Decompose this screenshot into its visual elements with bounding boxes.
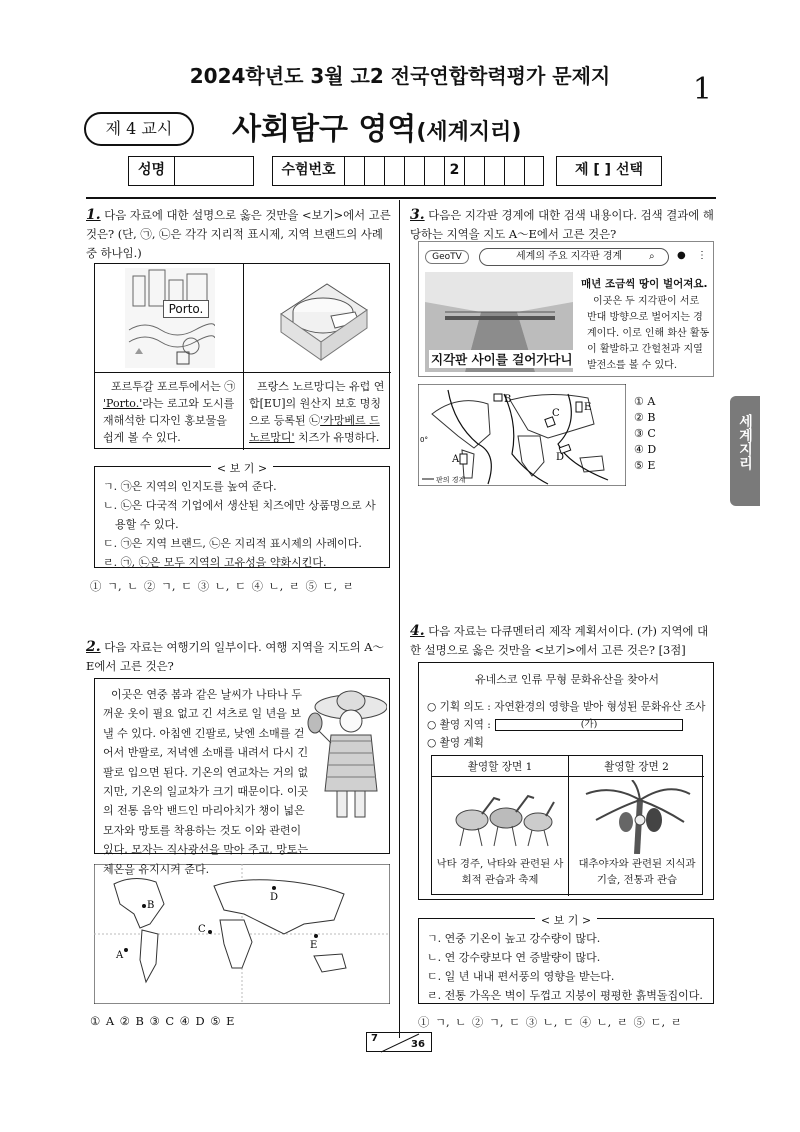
exam-digit-cell[interactable] [345,157,365,185]
q3-plate-map [418,384,626,486]
q2-stem-text: 다음 자료는 여행기의 일부이다. 여행 지역을 지도의 A～E에서 고른 것은? [86,640,384,673]
exam-digit-cell[interactable] [465,157,485,185]
q4-plan-intent: ○ 기획 의도 : 자연환경의 영향을 받아 형성된 문화유산 조사 [427,701,706,713]
q4-bogi-item: ㄴ. 연 강수량보다 연 증발량이 많다. [427,951,601,964]
column-divider [399,200,400,1038]
q2-number: 2. [86,639,101,655]
search-input[interactable]: 세계의 주요 지각판 경계 [479,248,669,266]
q4-bogi-item: ㄱ. 연중 기온이 높고 강수량이 많다. [427,932,601,945]
q3-choices [634,394,656,474]
camembert-cheese-image [271,270,371,366]
side-tab-label: 세계지리 [737,414,753,470]
q1-source-table [94,263,390,449]
q2-map-label-e: E [310,940,318,951]
exam-digit-cell[interactable] [385,157,405,185]
q3-map-equator-label: 0° [420,436,428,444]
exam-number-label: 수험번호 [273,157,345,185]
q1-bogi-box [94,462,390,569]
current-page: 7 [371,1033,378,1044]
q4-bogi-box [418,914,714,1004]
total-pages: 36 [411,1039,425,1050]
porto-caption-2: 라는 로고와 도시를 재해석한 디자인 홍보물을 쉽게 볼 수 있다. [103,397,235,444]
header-divider [86,197,716,199]
period-badge: 제 4 교시 [84,112,194,146]
subject-paren: (세계지리) [416,120,522,145]
normandy-caption [249,378,385,446]
normandy-caption-1: 프랑스 노르망디는 유럽 연합[EU]의 원산지 보호 명칭으로 등록된 ㉡ [249,380,385,427]
q1-bogi-item: ㄴ. ㉡은 다국적 기업에서 생산된 치즈에만 상품명으로 사용할 수 있다. [103,499,376,531]
microphone-icon[interactable]: ● [677,250,686,261]
porto-caption-1: 포르투갈 포르투에서는 ㉠ [111,380,236,393]
q3-map-label-a: A [452,454,460,465]
q4-stem [410,622,716,660]
q4-shoot-region-box: (가) [495,719,683,731]
q1-number: 1. [86,207,101,223]
page-number: 1 [692,72,712,107]
exam-number-box [272,156,544,186]
exam-title: 2024학년도 3월 고2 전국연합학력평가 문제지 [189,64,611,88]
normandy-caption-underline: '카망베르 드 노르망디' [249,414,380,444]
q4-choices[interactable]: ① ㄱ, ㄴ ② ㄱ, ㄷ ③ ㄴ, ㄷ ④ ㄴ, ㄹ ⑤ ㄷ, ㄹ [418,1015,682,1029]
subject-side-tab [730,396,760,506]
scene1-header: 촬영할 장면 1 [467,761,533,773]
q4-shoot-plan: ○ 촬영 계획 [427,737,484,749]
q3-number: 3. [410,207,425,223]
scene2-caption: 대추야자와 관련된 지식과 기술, 전통과 관습 [578,858,696,886]
q4-bogi-item: ㄷ. 일 년 내내 편서풍의 영향을 받는다. [427,970,615,983]
q1-bogi-item: ㄷ. ㉠은 지역 브랜드, ㉡은 지리적 표시제의 사례이다. [103,537,362,550]
q3-choice-5[interactable]: ⑤ E [634,459,656,472]
date-palm-image [582,780,692,854]
q1-stem [86,206,392,263]
scene2-header: 촬영할 장면 2 [604,761,669,773]
q2-map-label-d: D [270,892,279,903]
q4-shoot-region-label: ○ 촬영 지역 : [427,719,491,731]
q1-bogi-title-text: < 보 기 > [211,462,273,475]
porto-caption [103,378,237,446]
q4-doc-title: 유네스코 인류 무형 문화유산을 찾아서 [474,673,659,686]
q3-map-label-d: D [556,452,565,463]
exam-digit-cell: 2 [445,157,465,185]
q3-choice-3[interactable]: ③ C [634,427,656,440]
result-body: 이곳은 두 지각판이 서로 반대 방향으로 벌어지는 경계이다. 이로 인해 화산 활동이 활발하고 간헐천과 지열 발전소를 볼 수 있다. [587,296,710,371]
camel-race-image [442,780,558,852]
q2-map-label-b: B [147,900,155,911]
porto-logo-text: Porto. [163,300,209,318]
subject-title [232,104,521,148]
q4-stem-text: 다음 자료는 다큐멘터리 제작 계획서이다. (가) 지역에 대한 설명으로 옳은 것만을 <보기>에서 고른 것은? [3점] [410,624,709,657]
q3-stem-text: 다음은 지각판 경계에 대한 검색 내용이다. 검색 결과에 해당하는 지역을 지도 A～E에서 고른 것은? [410,208,714,241]
q3-map-legend: 판의 경계 [436,476,466,484]
porto-promo-image [125,268,215,368]
q4-bogi-item: ㄹ. 전통 가옥은 벽이 두껍고 지붕이 평평한 흙벽돌집이다. [427,989,703,1002]
exam-digit-cell[interactable] [525,157,543,185]
mariachi-illustration [307,685,387,821]
q1-table-divider [243,264,244,450]
scene1-caption: 낙타 경주, 낙타와 관련된 사회적 관습과 축제 [436,858,564,886]
exam-digit-cell[interactable] [425,157,445,185]
more-icon[interactable]: ⋮ [697,250,707,261]
exam-digit-cell[interactable] [365,157,385,185]
choice-label: 제 [ ] 선택 [575,162,643,178]
q3-choice-2[interactable]: ② B [634,411,656,424]
q1-choices[interactable]: ① ㄱ, ㄴ ② ㄱ, ㄷ ③ ㄴ, ㄷ ④ ㄴ, ㄹ ⑤ ㄷ, ㄹ [90,579,354,593]
q1-table-row-divider [95,372,391,373]
q3-map-label-c: C [552,408,560,419]
q2-passage-box [94,678,390,876]
q4-bogi-title [419,911,713,930]
name-box [128,156,254,186]
name-field[interactable] [175,157,253,185]
q3-choice-4[interactable]: ④ D [634,443,657,456]
q3-stem [410,206,716,244]
q4-plan-document [418,662,714,900]
q3-map-label-e: E [584,402,592,413]
q3-search-panel [418,241,714,377]
video-caption: 지각판 사이를 걸어가다니 [431,352,573,367]
q2-map-label-c: C [198,924,206,935]
q1-stem-text: 다음 자료에 대한 설명으로 옳은 것만을 <보기>에서 고른 것은? (단, ㉠, ㉡은 각각 지리적 표시제, 지역 브랜드의 사례 중 하나임.) [86,208,391,260]
q2-map-label-a: A [116,950,124,961]
q3-map-label-b: B [504,394,512,405]
q4-number: 4. [410,623,425,639]
exam-digit-cell[interactable] [505,157,525,185]
subject-main: 사회탐구 영역 [232,112,417,147]
q1-bogi-item: ㄱ. ㉠은 지역의 인지도를 높여 준다. [103,480,277,493]
q2-passage-text: 이곳은 연중 봄과 같은 날씨가 나타나 두꺼운 옷이 필요 없고 긴 셔츠로 일 년을 보낼 수 있다. 아침엔 긴팔로, 낮엔 소매를 걷어서 반팔로, 저녁엔 소매를 내려서 다시 긴팔로 입으면 된다. 기온의 연교차는 거의 없지만, 기온의 일교차가 크기 때문이다. 이곳의 전통 음악 밴드인 마리아치가 챙이 넓은 모자와 망토를 착용하는 것도 이와 관련이 있다. 모자는 직사광선을 막아 주고, 망토는 체온을 유지시켜 준다. [103,688,309,876]
q2-choices[interactable]: ① A ② B ③ C ④ D ⑤ E [90,1014,235,1028]
q4-bogi-title-text: < 보 기 > [535,914,597,927]
choice-box [556,156,662,186]
normandy-caption-2: 치즈가 유명하다. [294,431,380,444]
porto-caption-underline: 'Porto.' [103,397,143,410]
exam-digit-cell[interactable] [485,157,505,185]
page-counter [366,1032,432,1052]
q1-bogi-item: ㄹ. ㉠, ㉡은 모두 지역의 고유성을 약화시킨다. [103,556,327,569]
geotv-logo: GeoTV [425,250,469,264]
q2-world-map [94,864,390,1004]
q1-bogi-title [95,459,389,478]
q2-stem [86,638,392,676]
name-label: 성명 [129,157,175,185]
exam-digit-cell[interactable] [405,157,425,185]
q3-choice-1[interactable]: ① A [634,395,656,408]
result-title: 매년 조금씩 땅이 벌어져요. [581,278,708,290]
q4-scenes-table [431,755,703,895]
search-icon[interactable]: ⌕ [649,251,655,262]
